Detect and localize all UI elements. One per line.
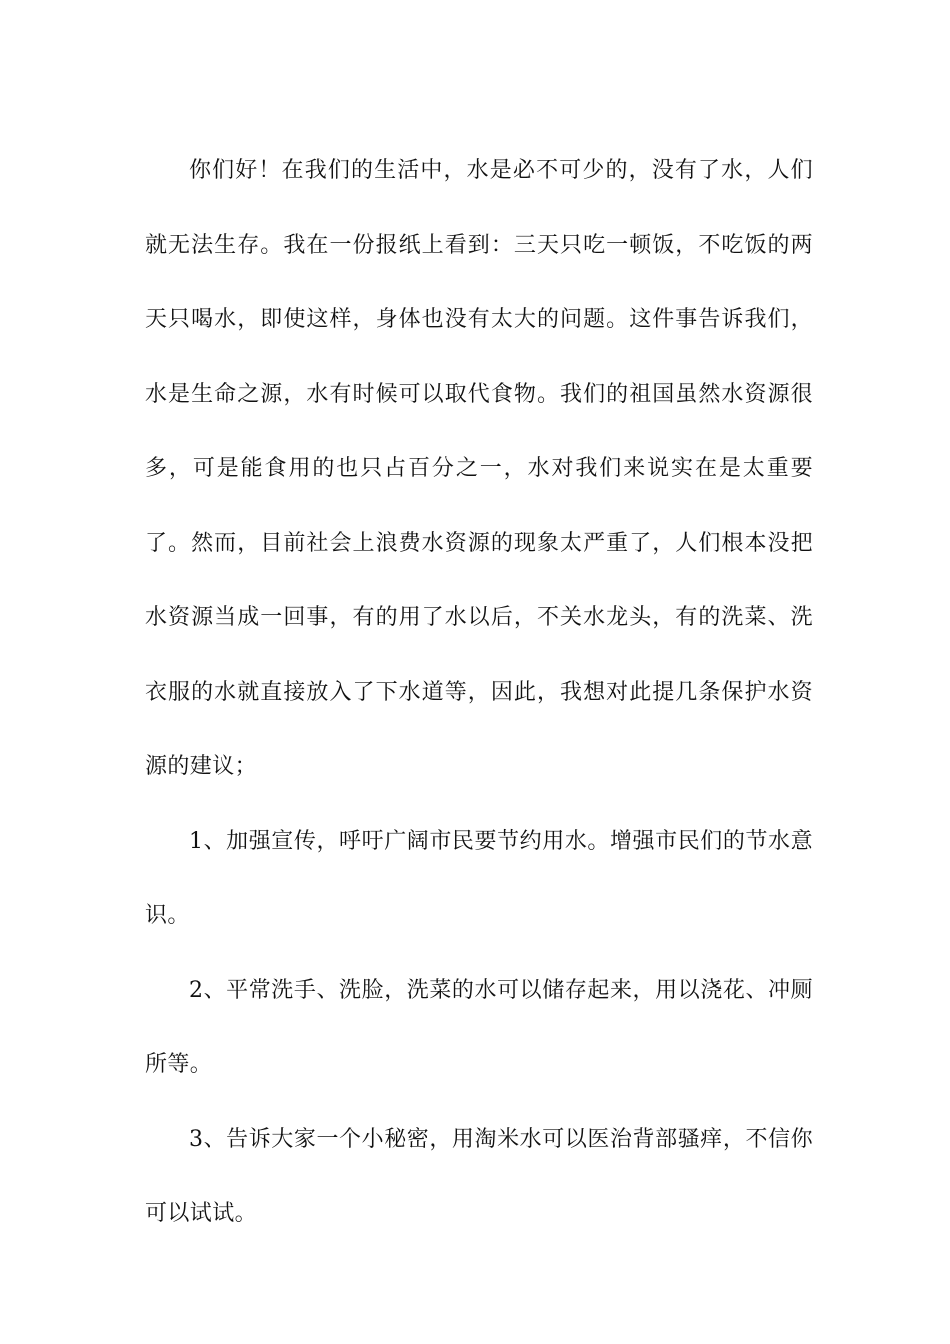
- document-body: [145, 134, 813, 1252]
- paragraph-suggestion-1: 1、加强宣传，呼吁广阔市民要节约用水。增强市民们的节水意识。: [145, 828, 813, 928]
- paragraph-intro: 你们好！在我们的生活中，水是必不可少的，没有了水，人们就无法生存。我在一份报纸上看到：三天只吃一顿饭，不吃饭的两天只喝水，即使这样，身体也没有太大的问题。这件事告诉我们，水是生命之源，水有时候可以取代食物。我们的祖国虽然水资源很多，可是能食用的也只占百分之一，水对我们来说实在是太重要了。然而，目前社会上浪费水资源的现象太严重了，人们根本没把水资源当成一回事，有的用了水以后，不关水龙头，有的洗菜、洗衣服的水就直接放入了下水道等，因此，我想对此提几条保护水资源的建议；: [145, 158, 813, 779]
- paragraph-suggestion-2: 2、平常洗手、洗脸，洗菜的水可以储存起来，用以浇花、冲厕所等。: [145, 977, 813, 1077]
- paragraph-suggestion-3: 3、告诉大家一个小秘密，用淘米水可以医治背部骚痒，不信你可以试试。: [145, 1126, 813, 1226]
